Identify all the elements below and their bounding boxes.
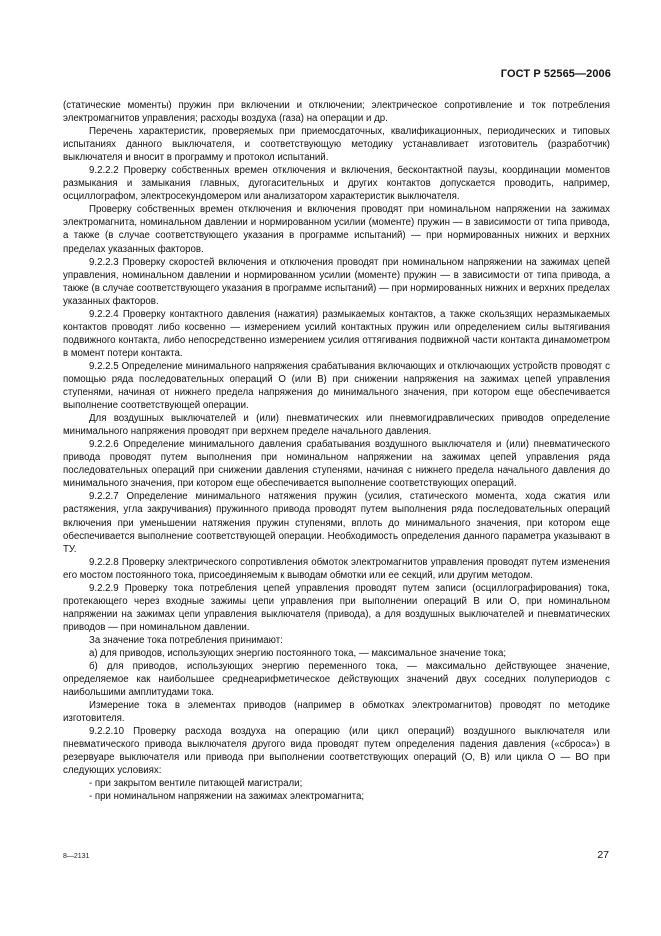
document-header: ГОСТ Р 52565—2006 bbox=[500, 68, 611, 80]
page-number: 27 bbox=[597, 849, 609, 861]
paragraph: б) для приводов, использующих энергию переменного тока, — максимально действующее значение, определяемое как наибольшее среднеарифметическое действующих значений двух соседних полупериодов с наибольшими амплитудами тока. bbox=[63, 661, 610, 699]
paragraph: Перечень характеристик, проверяемых при приемосдаточных, квалификационных, периодических и типовых испытаниях данного выключателя, и соответствующую методику устанавливает изготовитель (разработчик) выключателя и вносит в программу и протокол испытаний. bbox=[63, 126, 610, 164]
paragraph: 9.2.2.7 Определение минимального натяжения пружин (усилия, статического момента, хода сжатия или растяжения, угла закручивания) пружинного привода проводят путем выполнения ряда последовательных операций включения при уменьшении натяжения пружин ступенями, вплоть до минимального значения, при котором еще обеспечивается выполнение соответствующей операции. Необходимость определения данного параметра указывают в ТУ. bbox=[63, 491, 610, 555]
document-body bbox=[63, 99, 610, 804]
paragraph: - при закрытом вентиле питающей магистрали; bbox=[89, 778, 303, 790]
paragraph: 9.2.2.10 Проверку расхода воздуха на операцию (или цикл операций) воздушного выключателя или пневматического привода выключателя другого вида проводят путем определения падения давления («сброса») в резервуаре выключателя или привода при выполнении соответствующих операций (О, В) или цикла О — ВО при следующих условиях: bbox=[63, 726, 610, 777]
paragraph: а) для приводов, использующих энергию постоянного тока, — максимальное значение тока; bbox=[89, 647, 507, 659]
paragraph: (статические моменты) пружин при включении и отключении; электрическое сопротивление и ток потребления электромагнитов управления; расходы воздуха (газа) на операции и др. bbox=[63, 100, 610, 125]
paragraph: Для воздушных выключателей и (или) пневматических или пневмогидравлических приводов определение минимального напряжения проводят при верхнем пределе начального давления. bbox=[63, 413, 610, 438]
paragraph: Измерение тока в элементах приводов (например в обмотках электромагнитов) проводят по методике изготовителя. bbox=[63, 700, 610, 725]
paragraph: За значение тока потребления принимают: bbox=[89, 634, 283, 646]
paragraph: 9.2.2.3 Проверку скоростей включения и отключения проводят при номинальном напряжении на зажимах цепей управления, номинальном давлении и нормированном усилии (моменте) пружин — в зависимости от типа привода, а также (в случае соответствующего указания в программе испытаний) — при нормированных нижних и верхних пределах указанных факторов. bbox=[63, 256, 610, 307]
paragraph: 9.2.2.5 Определение минимального напряжения срабатывания включающих и отключающих устройств проводят с помощью ряда последовательных операций О (или В) при снижении напряжения на зажимах цепей управления ступенями, начиная от нижнего предела напряжения до минимального значения, при котором еще обеспечивается выполнение соответствующей операции. bbox=[63, 360, 610, 412]
paragraph: 9.2.2.9 Проверку тока потребления цепей управления проводят путем записи (осциллографирования) тока, протекающего через входные зажимы цепи управления при выполнении операций В или О, при номинальном напряжении на зажимах цепи управления выключателя (привода), а для воздушных выключателей и пневматических приводов — при номинальном давлении. bbox=[63, 582, 610, 633]
paragraph: 9.2.2.8 Проверку электрического сопротивления обмоток электромагнитов управления проводят путем изменения его мостом постоянного тока, присоединяемым к выводам обмотки или ее секций, или другим методом. bbox=[63, 556, 610, 581]
paragraph: 9.2.2.6 Определение минимального давления срабатывания воздушного выключателя и (или) пневматического привода проводят путем выполнения при номинальном напряжении на зажимах цепей управления ряда последовательных операций при снижении давления ступенями, начиная с нижнего предела начального давления до минимального значения, при котором еще обеспечивается выполнение соответствующих операций. bbox=[63, 439, 610, 490]
paragraph: Проверку собственных времен отключения и включения проводят при номинальном напряжении на зажимах электромагнита, номинальном давлении и нормированном усилии (моменте) пружин — в зависимости от типа привода, а также (в случае соответствующего указания в программе испытаний) — при нормированных нижних и верхних пределах указанных факторов. bbox=[63, 204, 610, 255]
paragraph: - при номинальном напряжении на зажимах электромагнита; bbox=[89, 791, 365, 803]
print-code: 8—2131 bbox=[63, 853, 90, 860]
paragraph: 9.2.2.2 Проверку собственных времен отключения и включения, бесконтактной паузы, координации моментов размыкания и замыкания главных, дугогасительных и других контактов допускается проводить, например, осциллографом, электросекундомером или анализатором характеристик выключателя. bbox=[63, 165, 610, 203]
paragraph: 9.2.2.4 Проверку контактного давления (нажатия) размыкаемых контактов, а также скользящих неразмыкаемых контактов проводят либо косвенно — измерением усилий контактных пружин или определением силы вытягивания подвижного контакта, либо непосредственно измерением усилия оттягивания подвижной части контакта динамометром в момент потери контакта. bbox=[63, 308, 610, 359]
